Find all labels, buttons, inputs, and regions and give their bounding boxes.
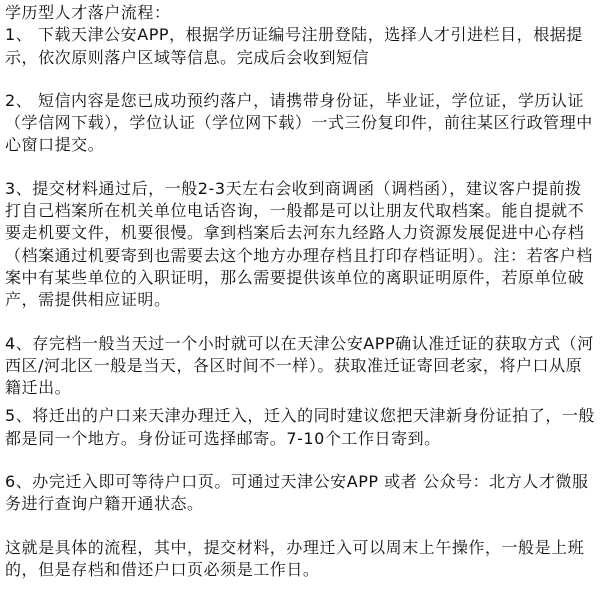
step-5: 5、将迁出的户口来天津办理迁入，迁入的同时建议您把天津新身份证拍了，一般都是同一个地方。身份证可选择邮寄。7-10个工作日寄到。: [5, 406, 595, 448]
paragraph-gap: [5, 516, 597, 537]
paragraph-gap: [5, 450, 597, 471]
document-body: [5, 2, 597, 581]
conclusion: 这就是具体的流程，其中，提交材料，办理迁入可以周末上午操作，一般是上班的，但是存档和借还户口页必须是工作日。: [5, 537, 585, 579]
step-1: 1、 下载天津公安APP，根据学历证编号注册登陆，选择人才引进栏目，根据提示，依次原则落户区域等信息。完成后会收到短信: [5, 25, 583, 67]
paragraph-gap: [5, 157, 597, 178]
paragraph-gap: [5, 69, 597, 90]
paragraph-gap: [5, 312, 597, 333]
document-title: 学历型人才落户流程：: [5, 3, 171, 22]
step-3: 3、提交材料通过后，一般2-3天左右会收到商调函（调档函），建议客户提前拨打自己档案所在机关单位电话咨询，一般都是可以让朋友代取档案。能自提就不要走机要文件，机要很慢。拿到档案后去河东九经路人力资源发展促进中心存档（档案通过机要寄到也需要去这个地方办理存档且打印存档证明）。注：若客户档案中有某些单位的入职证明，那么需要提供该单位的离职证明原件，若原单位破产，需提供相应证明。: [5, 178, 593, 310]
step-6: 6、办完迁入即可等待户口页。可通过天津公安APP 或者 公众号：北方人才微服务进行查询户籍开通状态。: [5, 472, 589, 514]
step-4: 4、存完档一般当天过一个小时就可以在天津公安APP确认准迁证的获取方式（河西区/河北区一般是当天，各区时间不一样）。获取准迁证寄回老家，将户口从原籍迁出。: [5, 333, 594, 398]
step-2: 2、 短信内容是您已成功预约落户，请携带身份证，毕业证，学位证，学历认证（学信网下载），学位认证（学位网下载）一式三份复印件，前往某区行政管理中心窗口提交。: [5, 90, 593, 155]
